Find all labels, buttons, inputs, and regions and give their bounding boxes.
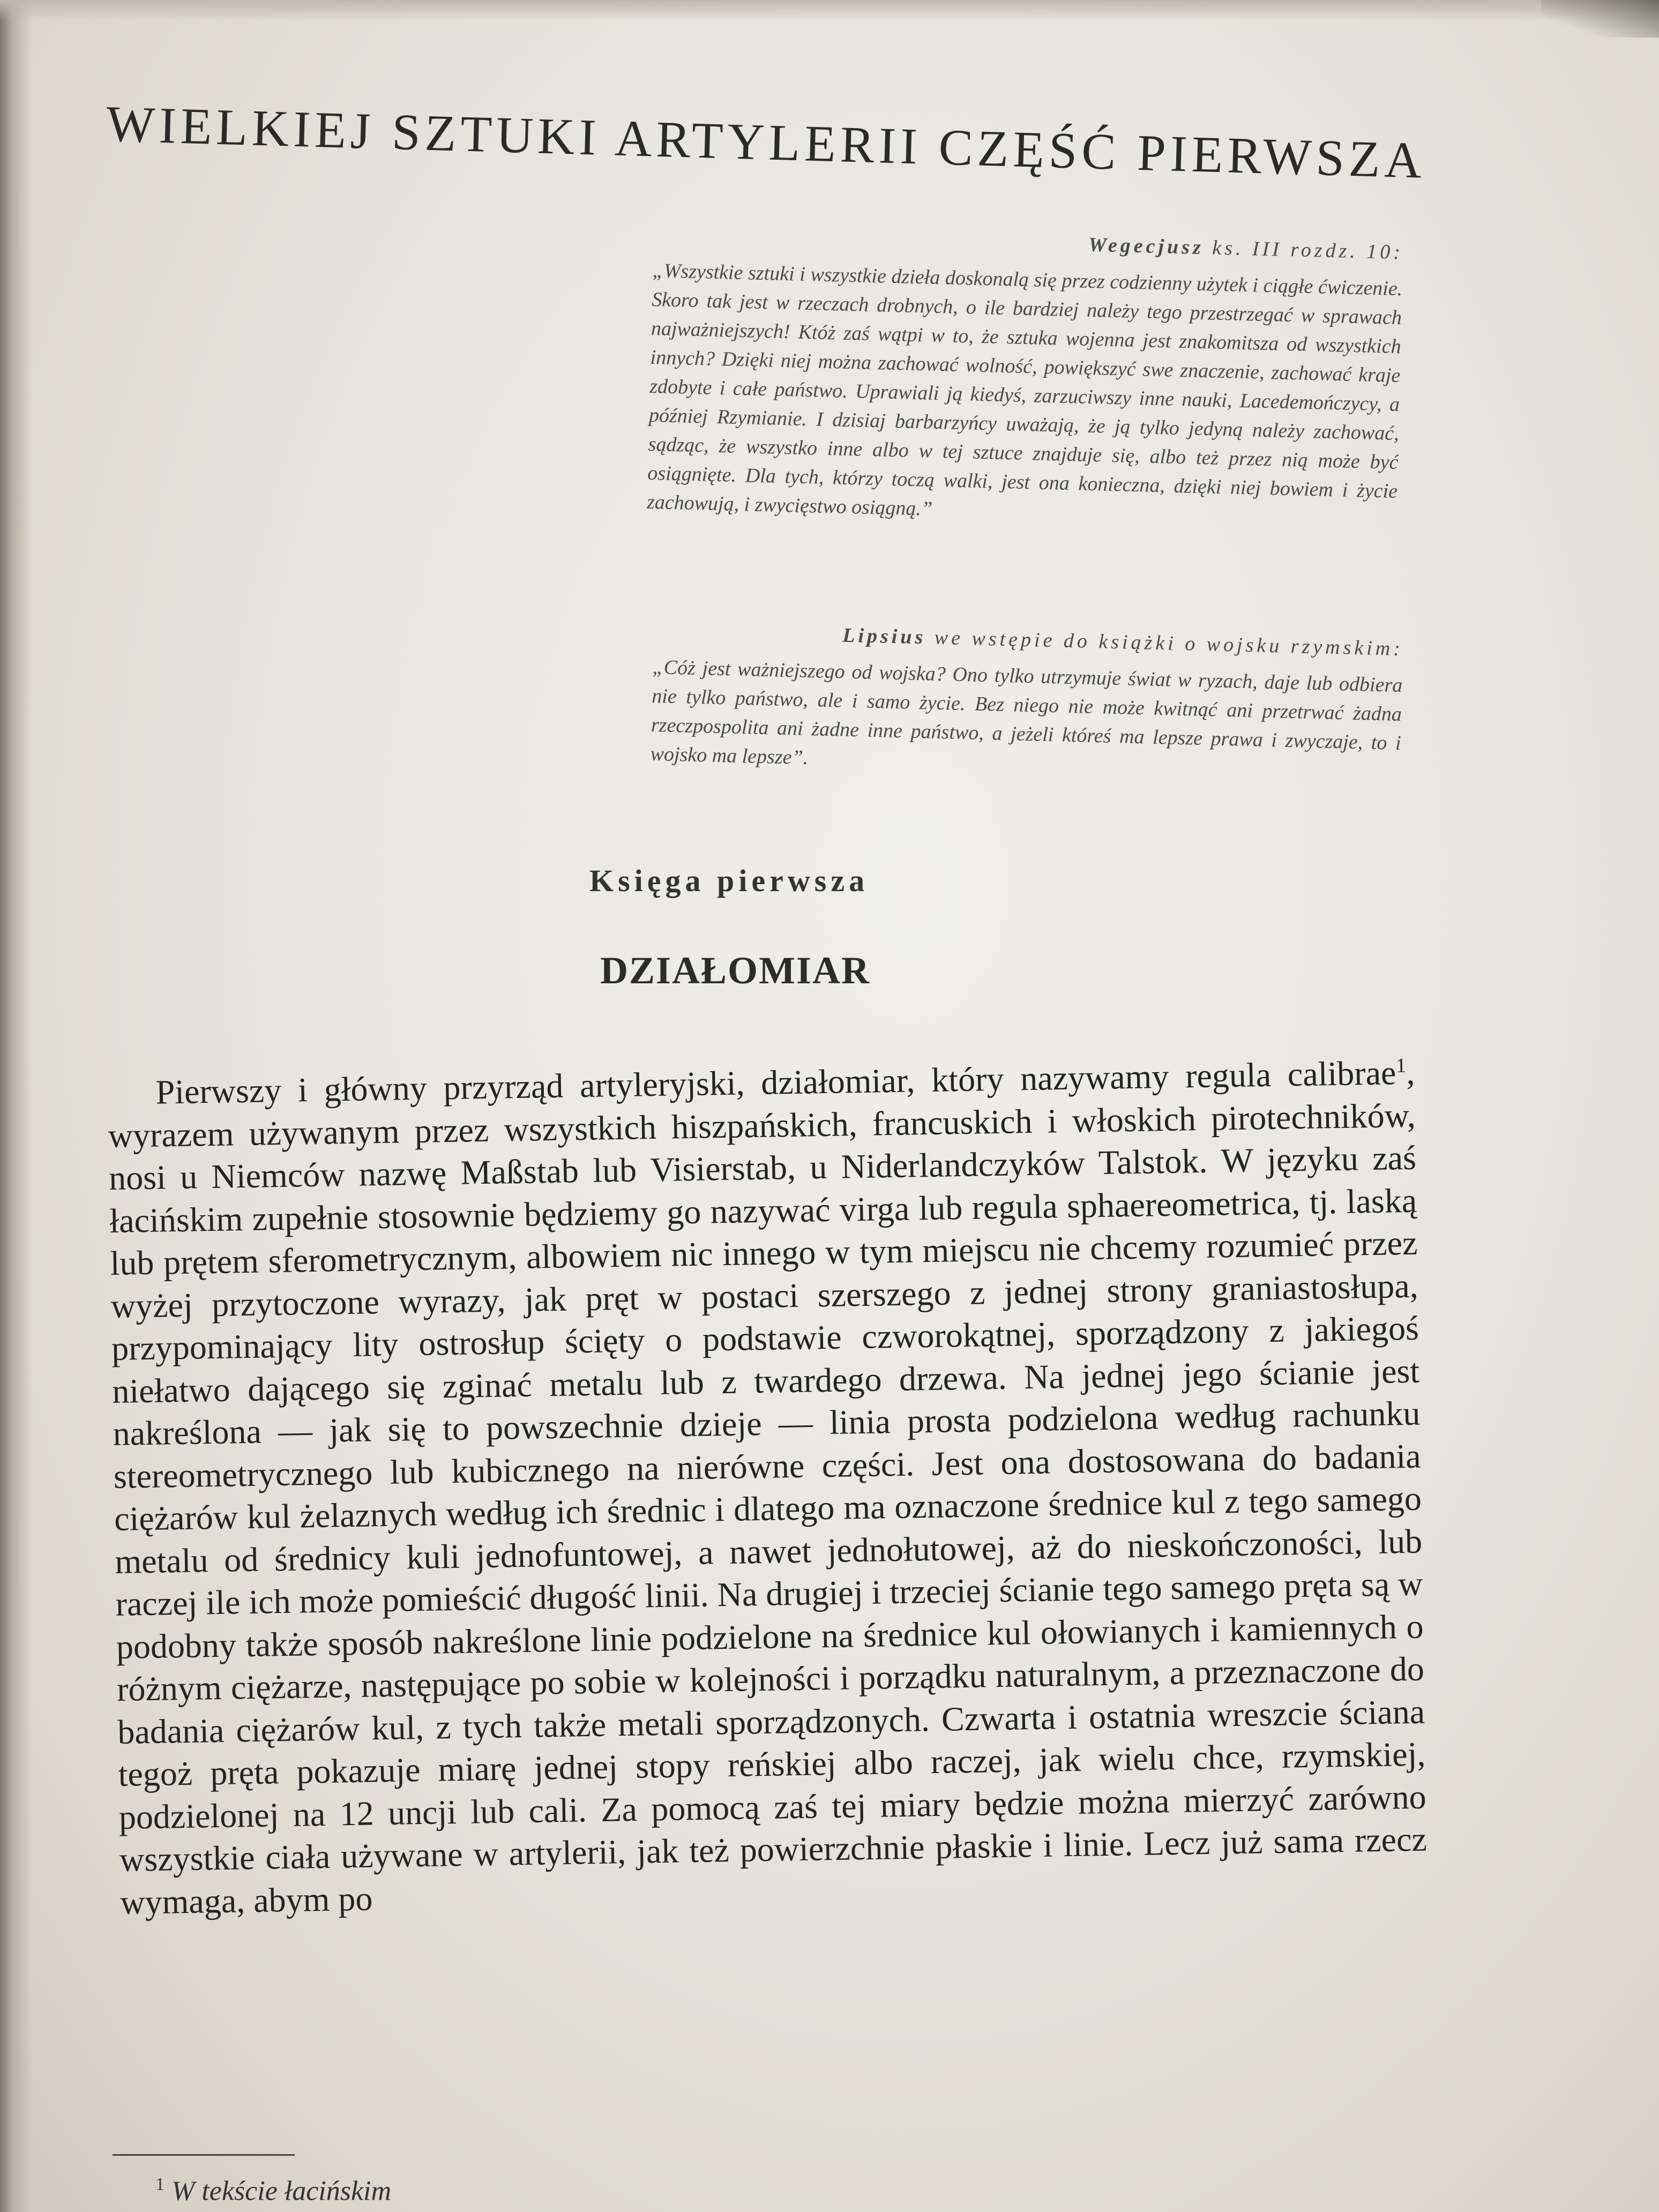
motto-vegetius bbox=[646, 220, 1403, 535]
chapter-title: DZIAŁOMIAR bbox=[600, 949, 871, 992]
motto-author: Wegecjusz bbox=[1088, 233, 1205, 259]
footnote-marker: 1 bbox=[155, 2174, 165, 2194]
motto-attribution bbox=[653, 220, 1404, 267]
body-text-start: Pierwszy i główny przyrząd artyleryjski, działomiar, który nazywamy regula calibrae bbox=[155, 1053, 1396, 1111]
motto-quote: „Wszystkie sztuki i wszystkie dzieła doskonalą się przez codzienny użytek i ciągłe ćwiczenie. Skoro tak jest w rzeczach drobnych, o ile bardziej należy tego przestrzegać w sprawach najważniejszych! Któż zaś wątpi w to, że sztuka wojenna jest znakomitsza od wszystkich innych? Dzięki niej można zachować wolność, powiększyć swe znaczenie, zachować kraje zdobyte i całe państwo. Uprawiali ją kiedyś, zarzuciwszy inne nauki, Lacedemończycy, a później Rzymianie. I dzisiaj barbarzyńcy uważają, że ją tylko jedyną należy zachować, sądząc, że wszystko inne albo w tej sztuce znajduje się, albo też przez nią może być osiągnięte. Dla tych, którzy toczą walki, jest ona konieczna, dzięki niej bowiem i życie zachowują, i zwycięstwo osiągną.” bbox=[646, 259, 1403, 520]
motto-attribution bbox=[653, 616, 1404, 663]
book-spine-shadow bbox=[0, 0, 32, 2212]
footnote-text: W tekście łacińskim bbox=[171, 2176, 392, 2207]
motto-source: we wstępie do książki o wojsku rzymskim: bbox=[934, 626, 1404, 661]
footnote bbox=[155, 2174, 391, 2207]
page-corner-mark bbox=[1541, 0, 1659, 38]
page-top-edge bbox=[0, 0, 1659, 21]
running-title: WIELKIEJ SZTUKI ARTYLERII CZĘŚĆ PIERWSZA bbox=[105, 94, 1427, 189]
motto-author: Lipsius bbox=[842, 624, 926, 649]
motto-quote: „Cóż jest ważniejszego od wojska? Ono tylko utrzymuje świat w ryzach, daje lub odbiera nie tylko państwo, ale i samo życie. Bez niego nie może kwitnąć ani przetrwać żadna rzeczpospolita ani żadne inne państwo, a jeżeli któreś ma lepsze prawa i zwyczaje, to i wojsko ma lepsze”. bbox=[650, 655, 1403, 769]
motto-source: ks. III rozdz. 10: bbox=[1212, 236, 1404, 264]
body-paragraph bbox=[107, 1051, 1428, 1924]
book-heading: Księga pierwsza bbox=[589, 863, 869, 898]
motto-lipsius bbox=[650, 616, 1404, 787]
footnote-divider bbox=[113, 2154, 295, 2156]
body-text-rest: , wyrazem używanym przez wszystkich hiszpańskich, francuskich i włoskich pirotechników, nosi u Niemców nazwę Maßstab lub Visierstab, u Niderlandczyków Talstok. W języku zaś łacińskim zupełnie stosownie będziemy go nazywać virga lub regula sphaereometrica, tj. laską lub prętem sferometrycznym, albowiem nic innego w tym miejscu nie chcemy rozumieć przez wyżej przytoczone wyrazy, jak pręt w postaci szerszego z jednej strony graniastosłupa, przypominający lity ostrosłup ścięty o podstawie czworokątnej, sporządzony z jakiegoś niełatwo dającego się zginać metalu lub z twardego drzewa. Na jednej jego ścianie jest nakreślona — jak się to powszechnie dzieje — linia prosta podzielona według rachunku stereometrycznego lub kubicznego na nierówne części. Jest ona dostosowana do badania ciężarów kul żelaznych według ich średnic i dlatego ma oznaczone średnice kul z tego samego metalu od średnicy kuli jednofuntowej, a nawet jednołutowej, aż do nieskończoności, lub raczej ile ich może pomieścić długość linii. Na drugiej i trzeciej ścianie tego samego pręta są w podobny także sposób nakreślone linie podzielone na średnice kul ołowianych i kamiennych o różnym ciężarze, następujące po sobie w kolejności i porządku naturalnym, a przeznaczone do badania ciężarów kul, z tych także metali sporządzonych. Czwarta i ostatnia wreszcie ściana tegoż pręta pokazuje miarę jednej stopy reńskiej albo raczej, jak wielu chce, rzymskiej, podzielonej na 12 uncji lub cali. Za pomocą zaś tej miary będzie można mierzyć zarówno wszystkie ciała używane w artylerii, jak też powierzchnie płaskie i linie. Lecz już sama rzecz wymaga, abym po bbox=[108, 1053, 1428, 1922]
footnote-reference: 1 bbox=[1395, 1054, 1407, 1077]
